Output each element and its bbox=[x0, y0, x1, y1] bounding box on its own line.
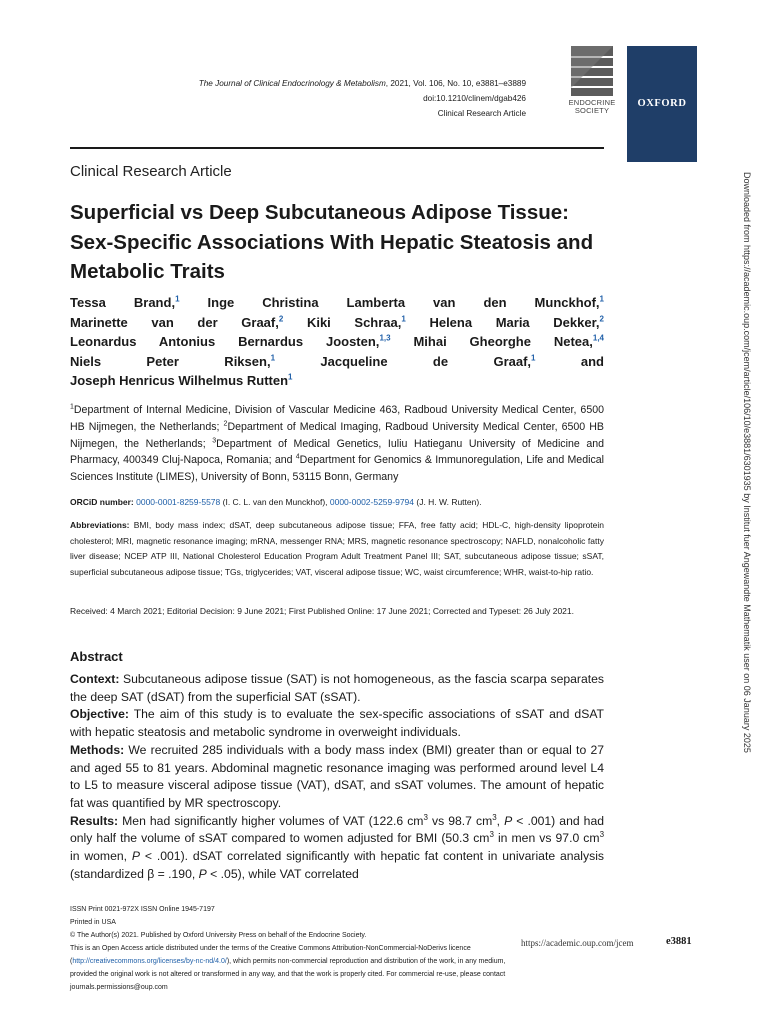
unit-exponent: 3 bbox=[423, 812, 428, 822]
author-list bbox=[70, 293, 604, 391]
affiliation-text: Department of Medical Genetics, Iuliu Hatieganu University of Medicine and Pharmacy, 400349 Cluj-Napoca, Romania; and bbox=[70, 437, 604, 467]
abbreviations bbox=[70, 518, 604, 580]
download-stamp-text: Downloaded from https://academic.oup.com/jcem/article/106/10/e3881/6301935 by Institut fuer Angewandte Mathematik user on 06 January 2025 bbox=[742, 172, 752, 753]
author-name: Mihai Gheorghe Netea, bbox=[413, 334, 593, 349]
results-text: Men had significantly higher volumes of VAT (122.6 cm bbox=[118, 813, 424, 828]
author-name: Joseph Henricus Wilhelmus Rutten bbox=[70, 373, 289, 388]
journal-name: The Journal of Clinical Endocrinology & Metabolism bbox=[198, 79, 386, 88]
unit-exponent: 3 bbox=[492, 812, 497, 822]
download-stamp bbox=[739, 172, 751, 844]
objective-text: The aim of this study is to evaluate the sex-specific associations of sSAT and dSAT with hepatic steatosis and metabolic syndrome in overweight individuals. bbox=[70, 707, 604, 740]
results-text: < .001) and had only half the volume of sSAT compared to women adjusted for BMI (50.3 cm bbox=[70, 813, 605, 846]
abstract-context bbox=[70, 671, 604, 706]
author-name: Inge Christina Lamberta van den Munckhof, bbox=[207, 295, 600, 310]
license-text: ), which permits non-commercial reproduction and distribution of the work, in any medium, provided the original work is not altered or transformed in any way, and that the work is properly cited. For commercial re-use, please contact journals.permissions@oup.com bbox=[70, 958, 506, 991]
methods-label: Methods: bbox=[70, 742, 125, 757]
unit-exponent: 3 bbox=[599, 830, 605, 840]
p-symbol: P bbox=[131, 849, 141, 864]
orcid-name-1: (I. C. L. van den Munckhof), bbox=[220, 497, 330, 507]
received-dates: Received: 4 March 2021; Editorial Decision: 9 June 2021; First Published Online: 17 June 2021; Corrected and Typeset: 26 July 2021. bbox=[70, 606, 575, 616]
abstract-objective bbox=[70, 706, 604, 741]
affiliation-text: Department for Genomics & Immunoregulation, Life and Medical Sciences Institute (LIMES), University of Bonn, 53115 Bonn, Germany bbox=[70, 454, 604, 484]
orcid-name-2: (J. H. W. Rutten). bbox=[414, 497, 482, 507]
objective-label: Objective: bbox=[70, 707, 129, 722]
author-affiliation[interactable]: 2 bbox=[278, 314, 284, 324]
author-name: Kiki Schraa, bbox=[306, 314, 402, 330]
orcid-link-1[interactable]: 0000-0001-8259-5578 bbox=[136, 497, 221, 507]
author-affiliation[interactable]: 1,3 bbox=[379, 333, 391, 343]
footer-notes bbox=[70, 903, 530, 994]
affiliation-text: Department of Internal Medicine, Division of Vascular Medicine 463, Radboud University Medical Center, 6500 HB Nijmegen, the Netherlands; bbox=[70, 404, 604, 433]
context-label: Context: bbox=[70, 672, 120, 686]
results-text: in women, bbox=[70, 849, 132, 864]
author-line-4 bbox=[70, 352, 604, 372]
author-affiliation[interactable]: 1 bbox=[531, 353, 536, 363]
endocrine-society-logo-text: ENDOCRINE SOCIETY bbox=[568, 98, 616, 115]
author-line-3 bbox=[70, 332, 604, 352]
journal-url[interactable]: https://academic.oup.com/jcem bbox=[521, 938, 634, 948]
author-affiliation[interactable]: 1 bbox=[175, 294, 180, 304]
author-affiliation[interactable]: 1 bbox=[599, 294, 604, 304]
oxford-logo-text: OXFORD bbox=[637, 98, 687, 109]
results-text: < .05), while VAT correlated bbox=[206, 866, 359, 881]
author-name: Niels Peter Riksen, bbox=[70, 353, 271, 369]
abstract-heading: Abstract bbox=[70, 649, 123, 664]
abbreviations-text: BMI, body mass index; dSAT, deep subcutaneous adipose tissue; FFA, free fatty acid; HDL-C, high-density lipoprotein cholesterol; MRI, magnetic resonance imaging; mRNA, messenger RNA; MRS, magnetic resonance spectroscopy; NAFLD, nonalcoholic fatty liver disease; NCEP ATP III, National Cholesterol Education Program Adult Treatment Panel III; SAT, subcutaneous adipose tissue; sSAT, superficial subcutaneous adipose tissue; TGs, triglycerides; VAT, visceral adipose tissue; WC, waist circumference; WHR, waist-to-hip ratio. bbox=[70, 520, 604, 577]
page-number: e3881 bbox=[666, 936, 692, 947]
author-affiliation[interactable]: 1 bbox=[270, 353, 276, 363]
unit-exponent: 3 bbox=[489, 830, 494, 840]
doi[interactable]: doi:10.1210/clinem/dgab426 bbox=[423, 94, 526, 103]
p-symbol: P bbox=[504, 813, 513, 828]
article-type: Clinical Research Article bbox=[437, 109, 526, 118]
author-line-2 bbox=[70, 313, 604, 333]
results-text: in men vs 97.0 cm bbox=[493, 831, 600, 846]
context-text: Subcutaneous adipose tissue (SAT) is not homogeneous, as the fascia scarpa separates the deep SAT (dSAT) from the superficial SAT (sSAT). bbox=[70, 672, 604, 704]
affiliations bbox=[70, 402, 604, 486]
methods-text: We recruited 285 individuals with a body mass index (BMI) greater than or equal to 27 and aged 55 to 81 years. Abdominal magnetic resonance imaging was performed around level L4 to L5 to measure visceral adipose tissue (VAT), dSAT, and sSAT volumes. The amount of hepatic fat was quantified by MR spectroscopy. bbox=[70, 742, 604, 810]
affiliation-number: 4 bbox=[295, 453, 300, 461]
orcid-line bbox=[70, 495, 604, 509]
results-text: , bbox=[496, 813, 505, 828]
results-text: vs 98.7 cm bbox=[427, 813, 493, 828]
orcid-label: ORCiD number: bbox=[70, 497, 134, 507]
license bbox=[70, 942, 530, 994]
orcid-link-2[interactable]: 0000-0002-5259-9794 bbox=[329, 497, 415, 507]
author-name: Helena Maria Dekker, bbox=[429, 314, 600, 330]
author-affiliation[interactable]: 1,4 bbox=[592, 333, 604, 343]
author-affiliation[interactable]: 1 bbox=[401, 314, 406, 324]
author-name: Jacqueline de Graaf, bbox=[320, 353, 532, 369]
affiliation-number: 2 bbox=[223, 420, 228, 428]
p-symbol: P bbox=[198, 866, 207, 881]
abstract-methods bbox=[70, 742, 604, 813]
journal-header bbox=[60, 76, 526, 121]
author-name: Marinette van der Graaf, bbox=[70, 314, 279, 330]
abstract-results bbox=[70, 813, 604, 884]
printed-in: Printed in USA bbox=[70, 919, 116, 926]
affiliation-number: 3 bbox=[212, 437, 217, 445]
author-line-1 bbox=[70, 293, 604, 313]
issn: ISSN Print 0021-972X ISSN Online 1945-7197 bbox=[70, 906, 215, 913]
results-label: Results: bbox=[70, 813, 119, 828]
copyright: © The Author(s) 2021. Published by Oxford University Press on behalf of the Endocrine Society. bbox=[70, 932, 367, 939]
author-name: Tessa Brand, bbox=[70, 295, 176, 310]
article-title: Superficial vs Deep Subcutaneous Adipose Tissue: Sex-Specific Associations With Hepatic Steatosis and Metabolic Traits bbox=[70, 201, 594, 283]
endocrine-society-logo-icon bbox=[571, 46, 613, 96]
abstract-body bbox=[70, 671, 604, 883]
header-rule bbox=[70, 147, 604, 149]
license-text: This is an Open Access article distributed under the terms of the Creative Commons Attribution-NonCommercial-NoDerivs licence ( bbox=[70, 945, 471, 965]
abbreviations-label: Abbreviations: bbox=[70, 520, 130, 530]
section-label: Clinical Research Article bbox=[70, 163, 232, 180]
author-affiliation[interactable]: 1 bbox=[288, 372, 293, 382]
author-name: Leonardus Antonius Bernardus Joosten, bbox=[70, 334, 380, 349]
author-affiliation[interactable]: 2 bbox=[599, 314, 604, 324]
affiliation-text: Department of Medical Imaging, Radboud University Medical Center, 6500 HB Nijmegen, the Netherlands; bbox=[70, 420, 604, 450]
license-link[interactable]: http://creativecommons.org/licenses/by-nc-nd/4.0/ bbox=[72, 958, 227, 965]
journal-citation: , 2021, Vol. 106, No. 10, e3881–e3889 bbox=[385, 79, 526, 88]
author-name: and bbox=[580, 353, 604, 369]
author-line-5 bbox=[70, 371, 604, 391]
affiliation-number: 1 bbox=[70, 403, 74, 411]
results-text: < .001). dSAT correlated significantly with hepatic fat content in univariate analysis (standardized β = .190, bbox=[70, 849, 604, 881]
